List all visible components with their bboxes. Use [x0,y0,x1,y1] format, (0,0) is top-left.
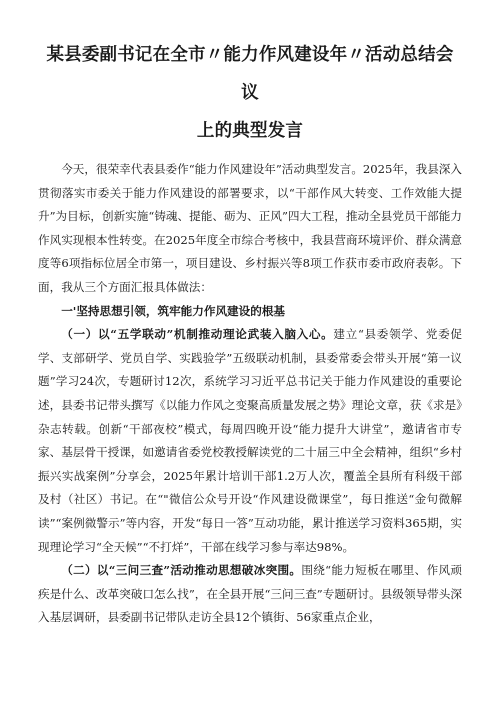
subsection-2-body: 围绕“能力短板在哪里、作风顽疾是什么、改革突破口怎么找”，在全县开展“三问三查”专题研讨。县级领导带头深入基层调研，县委副书记带队走访全县12个镇街、56家重点企业， [38,563,462,625]
subsection-1-body: 建立“县委领学、党委促学、支部研学、党员自学、实践验学”五级联动机制，县委常委会带头开展“第一议题”学习24次，专题研讨12次，系统学习习近平总书记关于能力作风建设的重要论述，县委书记带头撰写《以能力作风之变聚高质量发展之势》理论文章，获《求是》杂志转载。创新“干部夜校”模式，每周四晚开设“能力提升大讲堂”，邀请省市专家、基层骨干授课，如邀请省委党校教授解读党的二十届三中全会精神，组织“乡村振兴实战案例”分享会，2025年累计培训干部1.2万人次，覆盖全县所有科级干部及村（社区）书记。在“"微信公众号开设“作风建设微课堂”，每日推送“金句微解读”“案例微警示”等内容，开发“每日一答”互动功能，累计推送学习资料365期，实现理论学习“全天候”“不打烊”，干部在线学习参与率达98%。 [38,327,462,554]
subsection-1-paragraph [38,323,462,559]
subsection-2-heading: （二）以“三问三查”活动推动思想破冰突围。 [61,563,302,578]
title-line-1: 某县委副书记在全市〃能力作风建设年〃活动总结会议 [46,45,454,103]
intro-paragraph: 今天，很荣幸代表县委作“能力作风建设年”活动典型发言。2025年，我县深入贯彻落实市委关于能力作风建设的部署要求，以“干部作风大转变、工作效能大提升”为目标，创新实施“铸魂、提能、砺为、正风”四大工程，推动全县党员干部能力作风实现根本性转变。在2025年度全市综合考核中，我县营商环境评价、群众满意度等6项指标位居全市第一，项目建设、乡村振兴等8项工作获市委市政府表彰。下面，我从三个方面汇报具体做法： [38,162,462,294]
subsection-1-heading: （一）以“五学联动”机制推动理论武装入脑入心。 [61,327,334,342]
title-line-2: 上的典型发言 [196,121,304,141]
subsection-2-paragraph [38,559,462,630]
document-title [38,36,462,150]
section-1-heading: 一'坚持思想引领，筑牢能力作风建设的根基 [61,303,286,318]
